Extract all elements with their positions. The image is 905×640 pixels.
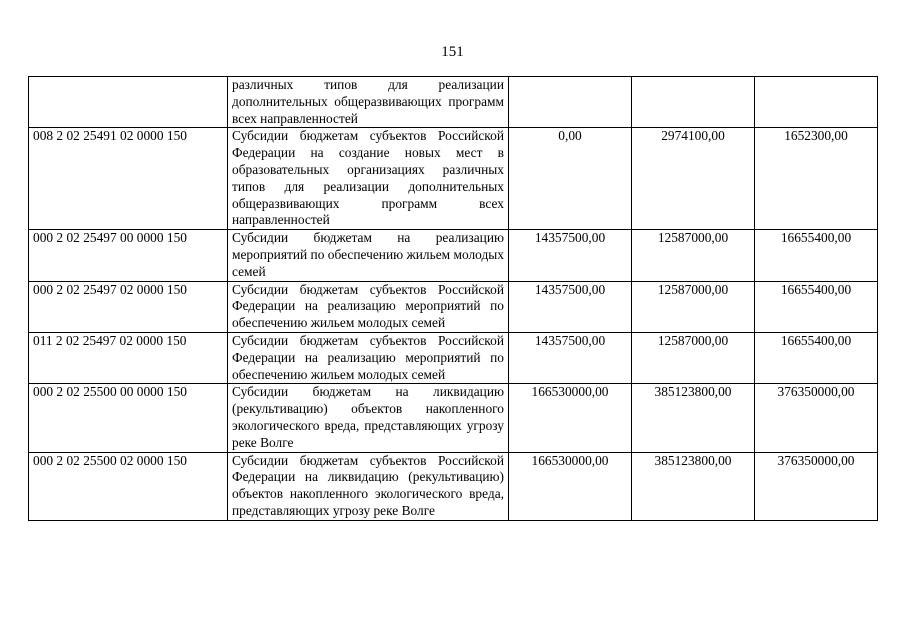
amount-year-3-cell: 1652300,00 (755, 128, 878, 230)
amount-year-1-cell: 0,00 (509, 128, 632, 230)
budget-code-cell (29, 77, 228, 128)
amount-year-3-cell: 16655400,00 (755, 230, 878, 281)
amount-year-2-cell: 2974100,00 (632, 128, 755, 230)
amount-year-2-cell: 12587000,00 (632, 281, 755, 332)
budget-table (28, 76, 878, 521)
description-cell: Субсидии бюджетам субъектов Российской Федерации на реализацию мероприятий по обеспечению жильем молодых семей (228, 281, 509, 332)
budget-code-cell: 011 2 02 25497 02 0000 150 (29, 332, 228, 383)
description-cell: Субсидии бюджетам субъектов Российской Федерации на реализацию мероприятий по обеспечению жильем молодых семей (228, 332, 509, 383)
amount-year-2-cell: 385123800,00 (632, 384, 755, 452)
budget-code-cell: 000 2 02 25497 00 0000 150 (29, 230, 228, 281)
amount-year-1-cell: 166530000,00 (509, 384, 632, 452)
amount-year-3-cell (755, 77, 878, 128)
amount-year-2-cell: 385123800,00 (632, 452, 755, 520)
table-row (29, 281, 878, 332)
amount-year-2-cell (632, 77, 755, 128)
budget-code-cell: 000 2 02 25497 02 0000 150 (29, 281, 228, 332)
table-row (29, 128, 878, 230)
amount-year-3-cell: 16655400,00 (755, 332, 878, 383)
amount-year-2-cell: 12587000,00 (632, 230, 755, 281)
amount-year-1-cell: 14357500,00 (509, 332, 632, 383)
table-row (29, 77, 878, 128)
budget-table-body (29, 77, 878, 521)
description-cell: различных типов для реализации дополнительных общеразвивающих программ всех направленностей (228, 77, 509, 128)
amount-year-3-cell: 376350000,00 (755, 384, 878, 452)
amount-year-2-cell: 12587000,00 (632, 332, 755, 383)
budget-code-cell: 000 2 02 25500 02 0000 150 (29, 452, 228, 520)
description-cell: Субсидии бюджетам на реализацию мероприятий по обеспечению жильем молодых семей (228, 230, 509, 281)
amount-year-1-cell: 166530000,00 (509, 452, 632, 520)
amount-year-1-cell (509, 77, 632, 128)
table-row (29, 230, 878, 281)
table-row (29, 384, 878, 452)
description-cell: Субсидии бюджетам на ликвидацию (рекультивацию) объектов накопленного экологического вреда, представляющих угрозу реке Волге (228, 384, 509, 452)
table-row (29, 332, 878, 383)
amount-year-1-cell: 14357500,00 (509, 230, 632, 281)
page-number: 151 (441, 44, 464, 60)
amount-year-1-cell: 14357500,00 (509, 281, 632, 332)
amount-year-3-cell: 16655400,00 (755, 281, 878, 332)
budget-code-cell: 000 2 02 25500 00 0000 150 (29, 384, 228, 452)
budget-code-cell: 008 2 02 25491 02 0000 150 (29, 128, 228, 230)
table-row (29, 452, 878, 520)
description-cell: Субсидии бюджетам субъектов Российской Федерации на создание новых мест в образовательных организациях различных типов для реализации дополнительных общеразвивающих программ всех направленностей (228, 128, 509, 230)
description-cell: Субсидии бюджетам субъектов Российской Федерации на ликвидацию (рекультивацию) объектов накопленного экологического вреда, представляющих угрозу реке Волге (228, 452, 509, 520)
amount-year-3-cell: 376350000,00 (755, 452, 878, 520)
